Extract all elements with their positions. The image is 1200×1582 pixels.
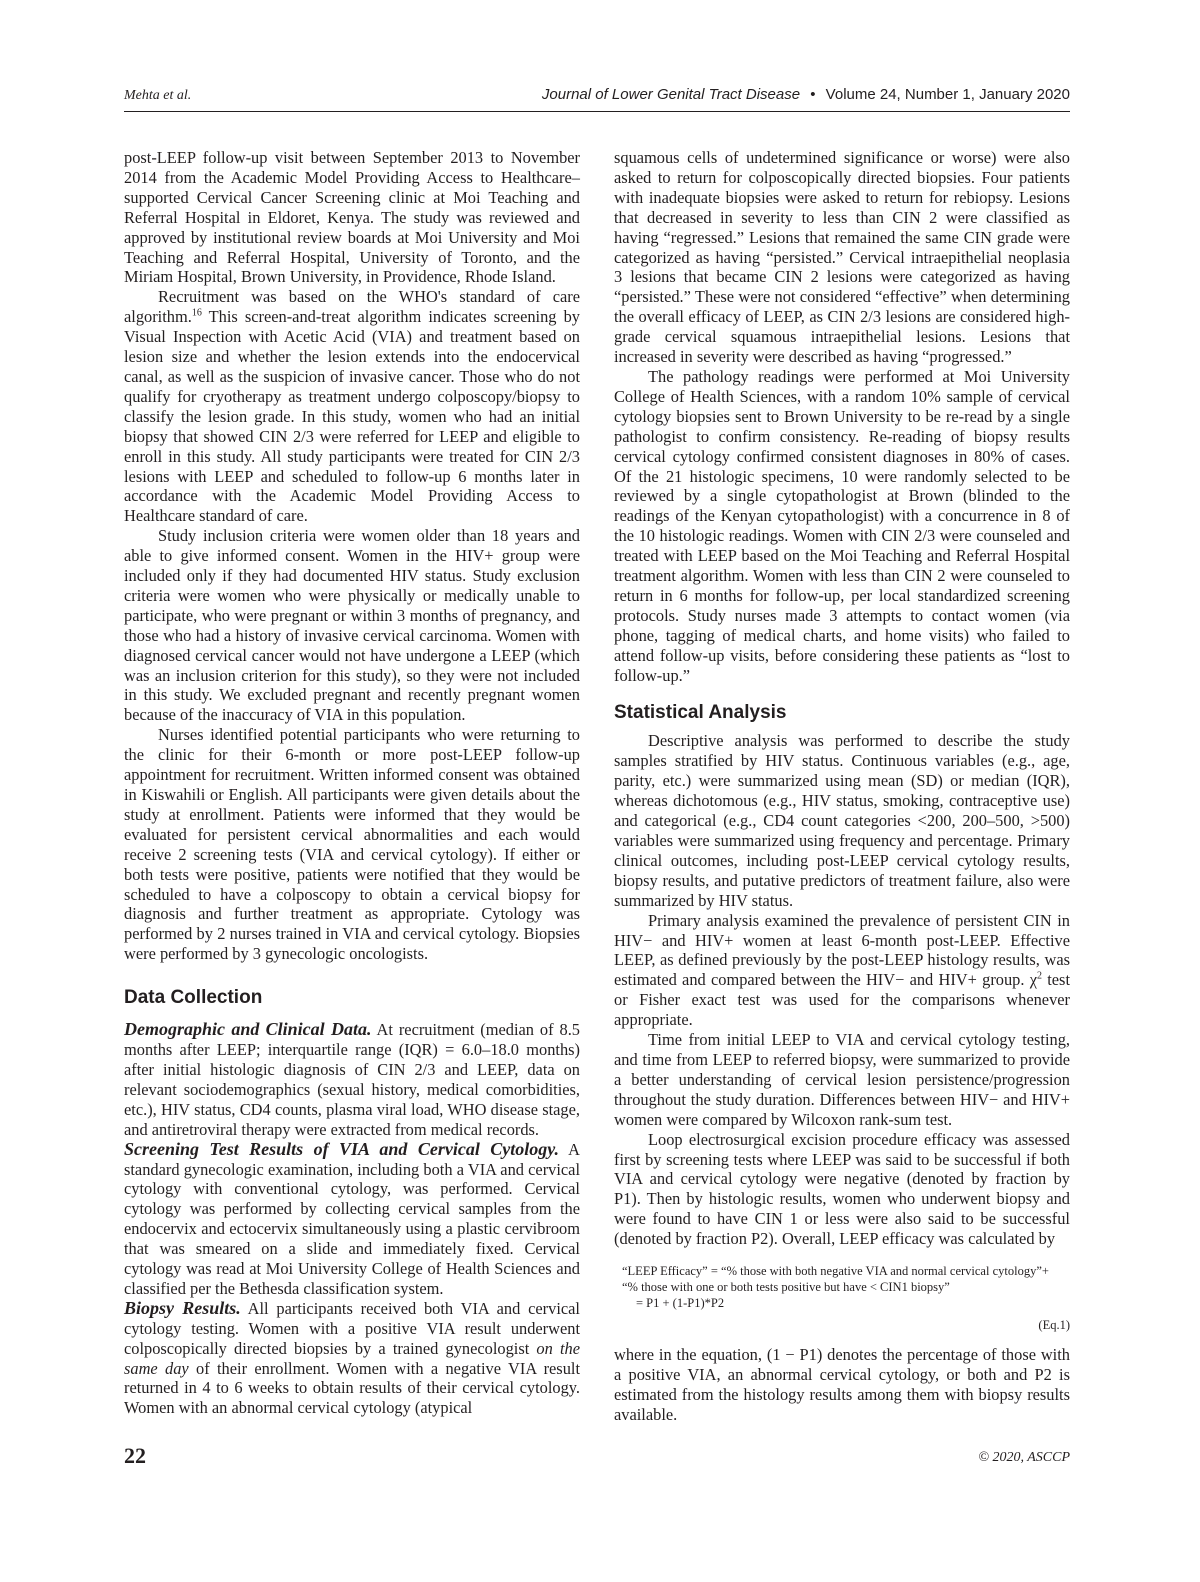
paragraph: Nurses identified potential participants who were returning to the clinic for their 6-month or more post-LEEP follow-up appointment for recruitment. Written informed consent was obtained in Kiswahili or English. All participants were given details about the study at enrollment. Patients were informed that they would be evaluated for persistent cervical abnormalities and each would receive 2 screening tests (VIA and cervical cytology). If either or both tests were positive, patients were notified that they would be scheduled to have a colposcopy to obtain a cervical biopsy for diagnosis and further treatment as appropriate. Cytology was performed by 2 nurses trained in VIA and cervical cytology. Biopsies were performed by 3 gynecologic oncologists. (124, 725, 580, 964)
paragraph: Descriptive analysis was performed to describe the study samples stratified by HIV status. Continuous variables (e.g., age, parity, etc.) were summarized using mean (SD) or median (IQR), whereas dichotomous (e.g., HIV status, smoking, contraceptive use) and categorical (e.g., CD4 count categories <200, 200–500, >500) variables were summarized using frequency and percentage. Primary clinical outcomes, including post-LEEP cervical cytology results, biopsy results, and putative predictors of treatment failure, also were summarized by HIV status. (614, 731, 1070, 910)
equation-line: “LEEP Efficacy” = “% those with both negative VIA and normal cervical cytology”+ (622, 1264, 1049, 1279)
paragraph: Primary analysis examined the prevalence of persistent CIN in HIV− and HIV+ women at least 6-month post-LEEP. Effective LEEP, as defined previously by the post-LEEP histology results, was estimated and compared between the HIV− and HIV+ group. $\chi^2$ test or Fisher exact test was used for the comparisons whenever appropriate. (614, 910, 1070, 1030)
copyright: © 2020, ASCCP (978, 1450, 1070, 1465)
paragraph: post-LEEP follow-up visit between September 2013 to November 2014 from the Academic Model Providing Access to Healthcare–supported Cervical Cancer Screening clinic at Moi Teaching and Referral Hospital in Eldoret, Kenya. The study was reviewed and approved by institutional review boards at Moi University and Moi Teaching and Referral Hospital, University of Toronto, and the Miriam Hospital, Brown University, in Providence, Rhode Island. (124, 148, 580, 287)
subsection-screening: Screening Test Results of VIA and Cervical Cytology. A standard gynecologic examination, including both a VIA and cervical cytology with conventional cytology, was performed. Cervical cytology was performed by collecting cervical samples from the endocervix and ectocervix simultaneously using a plastic cervibroom that was smeared on a slide and immediately fixed. Cervical cytology was read at Moi University College of Health Sciences and classified per the Bethesda classification system. (124, 1138, 580, 1298)
equation-number: (Eq.1) (1038, 1318, 1070, 1333)
equation-block (622, 1263, 1070, 1333)
paragraph: where in the equation, (1 − P1) denotes the percentage of those with a positive VIA, an abnormal cervical cytology, or both and P2 is estimated from the histology results among them with biopsy results available. (614, 1345, 1070, 1424)
journal-title: Journal of Lower Genital Tract Disease (541, 86, 801, 103)
paragraph: squamous cells of undetermined significance or worse) were also asked to return for colposcopically directed biopsies. Four patients with inadequate biopsies were asked to return for rebiopsy. Lesions that decreased in severity to less than CIN 2 were classified as having “regressed.” Lesions that remained the same CIN grade were categorized as having “persisted.” Cervical intraepithelial neoplasia 3 lesions that became CIN 2 lesions were categorized as having “persisted.” These were not considered “effective” when determining the overall efficacy of LEEP, as CIN 2/3 lesions are considered high-grade cervical squamous intraepithelial lesions. Lesions that increased in severity were described as having “progressed.” (614, 148, 1070, 367)
paragraph: Recruitment was based on the WHO's standard of care algorithm.$^{16}$ This screen-and-treat algorithm indicates screening by Visual Inspection with Acetic Acid (VIA) and treatment based on lesion size and whether the lesion extends into the endocervical canal, as well as the suspicion of invasive cancer. Those who do not qualify for cryotherapy as treatment undergo colposcopy/biopsy to classify the lesion grade. In this study, women who had an initial biopsy that showed CIN 2/3 were referred for LEEP and eligible to enroll in this study. All study participants were treated for CIN 2/3 lesions with LEEP and scheduled to follow-up 6 months later in accordance with the Academic Model Providing Access to Healthcare standard of care. (124, 287, 580, 526)
paragraph: Time from initial LEEP to VIA and cervical cytology testing, and time from LEEP to referred biopsy, were summarized to provide a better understanding of cervical lesion persistence/progression throughout the study duration. Differences between HIV− and HIV+ women were compared by Wilcoxon rank-sum test. (614, 1030, 1070, 1129)
section-heading-statistical-analysis: Statistical Analysis (614, 702, 787, 724)
subsection-demographic: Demographic and Clinical Data. At recruitment (median of 8.5 months after LEEP; interquartile range (IQR) = 6.0–18.0 months) after initial histologic diagnosis of CIN 2/3 and LEEP, data on relevant sociodemographics (sexual history, medical comorbidities, etc.), HIV status, CD4 counts, plasma viral load, WHO disease stage, and antiretroviral therapy were extracted from medical records. (124, 1019, 580, 1139)
journal-volume: Volume 24, Number 1, January 2020 (825, 86, 1070, 103)
superscript: 2 (1036, 970, 1042, 982)
header-rule (124, 111, 1070, 112)
right-column (614, 148, 1070, 1425)
paragraph: The pathology readings were performed at Moi University College of Health Sciences, with a random 10% sample of cervical cytology biopsies sent to Brown University to be re-read by a single pathologist to confirm consistency. Re-reading of biopsy results cervical cytology confirmed consistent diagnoses in 80% of cases. Of the 21 histologic specimens, 10 were randomly selected to be reviewed by a single cytopathologist at Brown (blinded to the readings of the Kenyan cytopathologist) with a concurrence in 8 of the 10 histologic readings. Women with CIN 2/3 were counseled and treated with LEEP based on the Moi Teaching and Referral Hospital treatment algorithm. Women with less than CIN 2 were counseled to return in 6 months for follow-up, per local standardized screening protocols. Study nurses made 3 attempts to contact women (via phone, tagging of medical charts, and home visits) who failed to attend follow-up visits, before considering these patients as “lost to follow-up.” (614, 366, 1070, 685)
left-column (124, 148, 580, 1418)
equation-line: “% those with one or both tests positive but have < CIN1 biopsy” (622, 1280, 950, 1295)
subsection-heading: Screening Test Results of VIA and Cervical Cytology. (124, 1138, 560, 1159)
emphasis: on the same day (124, 1338, 580, 1378)
paragraph: Study inclusion criteria were women older than 18 years and able to give informed consent. Women in the HIV+ group were included only if they had documented HIV status. Study exclusion criteria were women who were physically or medically unable to participate, who were pregnant or within 3 months of pregnancy, and those who had a history of invasive cervical carcinoma. Women with diagnosed cervical cancer would not have undergone a LEEP (which was an inclusion criterion for this study), so they were not included in this study. We excluded pregnant and recently pregnant women because of the inaccuracy of VIA in this population. (124, 526, 580, 725)
subsection-biopsy: Biopsy Results. All participants received both VIA and cervical cytology testing. Women with a positive VIA result underwent colposcopically directed biopsies by a trained gynecologist on the same day of their enrollment. Women with a negative VIA result returned in 4 to 6 weeks to obtain results of their cervical cytology. Women with an abnormal cervical cytology (atypical (124, 1297, 580, 1418)
reference-superscript: 16 (191, 307, 202, 319)
section-heading-data-collection: Data Collection (124, 987, 263, 1009)
running-head-journal (542, 86, 1070, 103)
subsection-heading: Biopsy Results. (124, 1297, 241, 1318)
header-bullet: • (810, 86, 816, 103)
running-head-authors: Mehta et al. (124, 88, 192, 103)
subsection-heading: Demographic and Clinical Data. (124, 1019, 372, 1040)
paragraph: Loop electrosurgical excision procedure efficacy was assessed first by screening tests where LEEP was said to be successful if both VIA and cervical cytology were negative (denoted by fraction by P1). Then by histologic results, women who underwent biopsy and were found to have CIN 1 or less were also said to be successful (denoted by fraction P2). Overall, LEEP efficacy was calculated by (614, 1129, 1070, 1249)
equation-line: = P1 + (1-P1)*P2 (636, 1296, 725, 1311)
page-number: 22 (124, 1443, 146, 1468)
